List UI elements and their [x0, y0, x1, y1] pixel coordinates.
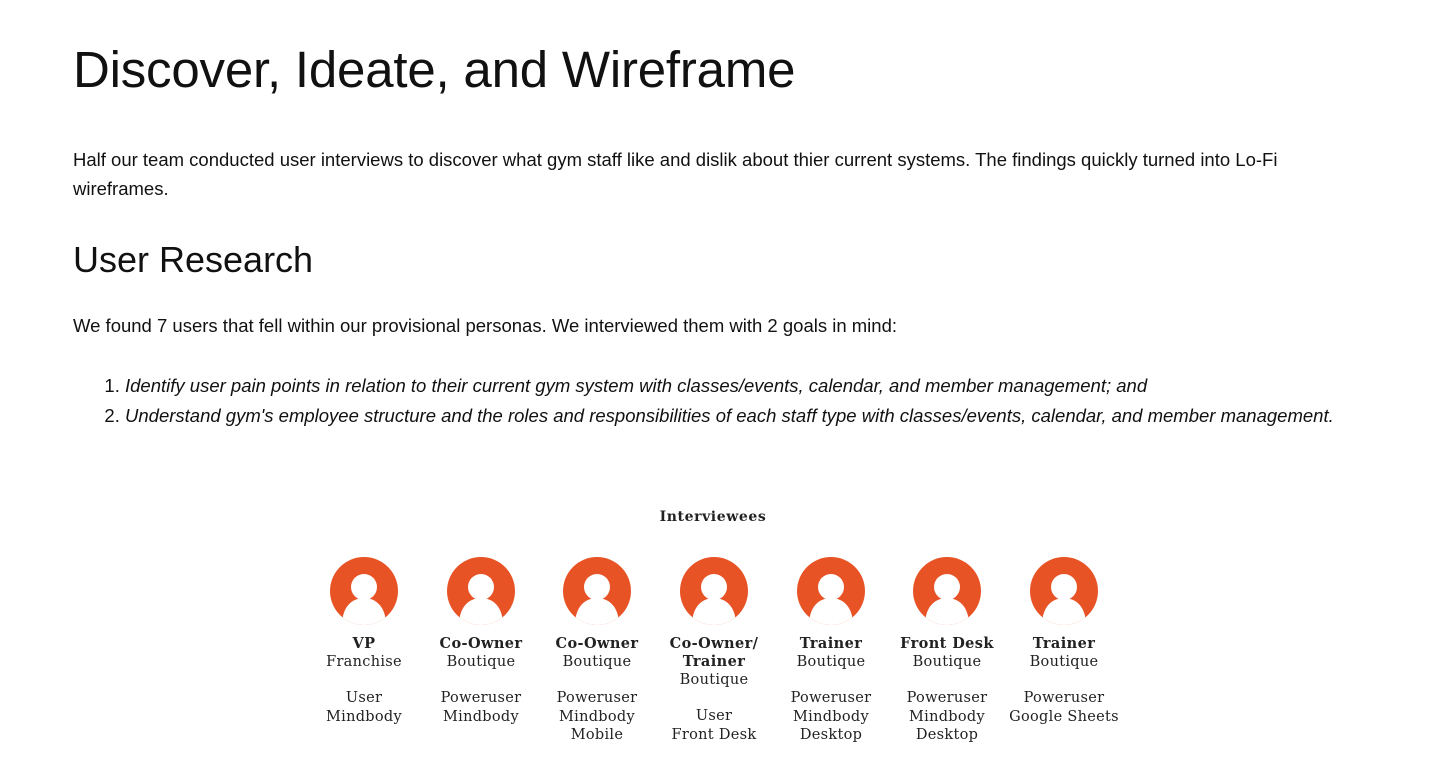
user-avatar-icon	[563, 557, 631, 625]
user-avatar-icon	[913, 557, 981, 625]
interviewee-role: Co-Owner	[439, 635, 523, 652]
interviewee-type: Boutique	[679, 672, 749, 688]
user-avatar-icon	[447, 557, 515, 625]
interviewee-type: Boutique	[796, 654, 866, 670]
interviewee-system: Poweruser Mindbody Mobile	[556, 690, 638, 743]
interviewee-system: Poweruser Google Sheets	[1009, 690, 1119, 725]
interviewee-card	[994, 557, 1134, 726]
interviewee-type: Boutique	[562, 654, 632, 670]
intro-paragraph: Half our team conducted user interviews to discover what gym staff like and dislik about thier current systems. The findings quickly turned into Lo-Fi wireframes.	[73, 149, 1278, 199]
interviewee-system: Poweruser Mindbody Desktop	[906, 690, 988, 743]
interviewee-role: Front Desk	[900, 635, 994, 652]
interviewee-system: Poweruser Mindbody	[440, 690, 522, 725]
article	[73, 0, 1363, 431]
section-heading-user-research: User Research	[73, 239, 314, 280]
user-avatar-icon	[330, 557, 398, 625]
interviewee-role: Trainer	[1032, 635, 1096, 652]
interviewee-system: User Mindbody	[326, 690, 402, 725]
interviewee-system: Poweruser Mindbody Desktop	[790, 690, 872, 743]
goal-item: 1. Identify user pain points in relation to their current gym system with classes/events, calendar, and member management; and	[125, 371, 1363, 401]
research-intro-paragraph: We found 7 users that fell within our provisional personas. We interviewed them with 2 goals in mind:	[73, 315, 898, 336]
user-avatar-icon	[1030, 557, 1098, 625]
interviewee-role: Trainer	[799, 635, 863, 652]
user-avatar-icon	[680, 557, 748, 625]
user-avatar-icon	[797, 557, 865, 625]
goal-item: 2. Understand gym's employee structure and the roles and responsibilities of each staff type with classes/events, calendar, and member management.	[125, 401, 1363, 431]
page-title: Discover, Ideate, and Wireframe	[73, 41, 796, 98]
interviewee-type: Boutique	[446, 654, 516, 670]
interviewee-role: Co-Owner/ Trainer	[669, 635, 759, 670]
interviewee-type: Franchise	[326, 654, 402, 670]
interviewees-title: Interviewees	[659, 509, 767, 525]
interviewee-role: Co-Owner	[555, 635, 639, 652]
interviewee-system: User Front Desk	[671, 708, 757, 743]
interviewees-figure	[0, 505, 1455, 772]
interviewee-role: VP	[352, 635, 376, 652]
goals-list	[73, 371, 1363, 431]
interviewee-type: Boutique	[1029, 654, 1099, 670]
interviewee-type: Boutique	[912, 654, 982, 670]
